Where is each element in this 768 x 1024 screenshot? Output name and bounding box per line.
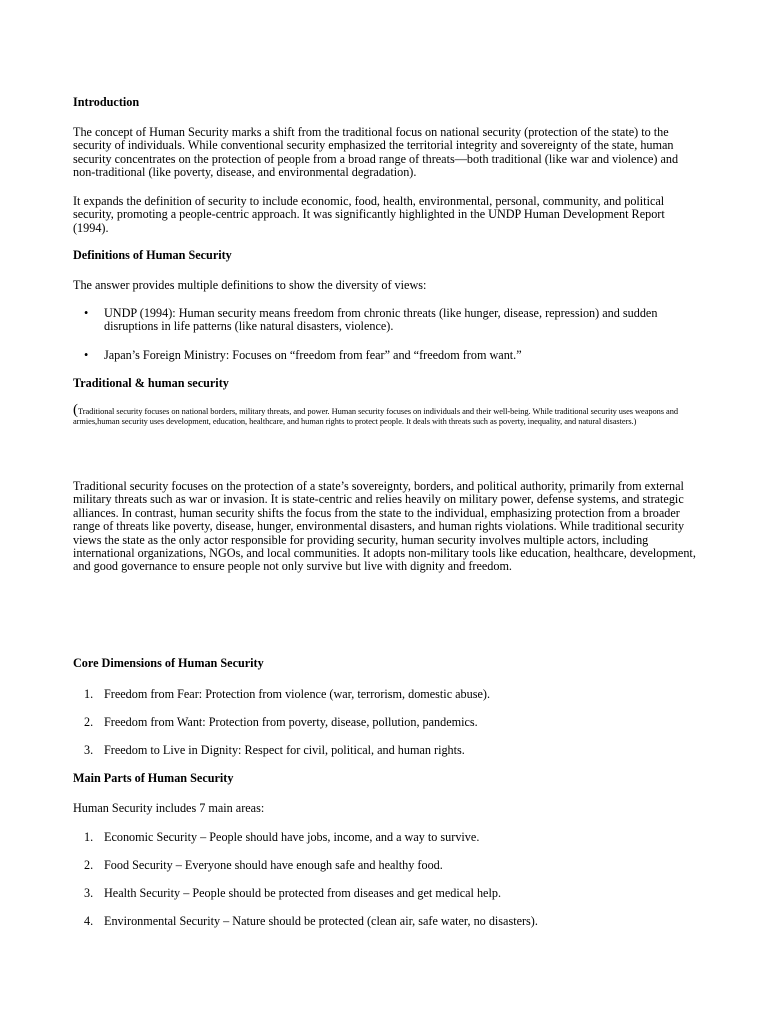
- bullet-marker: •: [84, 348, 89, 362]
- main-parts-heading: Main Parts of Human Security: [73, 771, 234, 785]
- list-number: 3.: [84, 886, 94, 900]
- introduction-heading: Introduction: [73, 95, 140, 109]
- list-number: 2.: [84, 858, 94, 872]
- core-dimensions-heading: Core Dimensions of Human Security: [73, 656, 264, 670]
- traditional-heading: Traditional & human security: [73, 376, 229, 390]
- main-parts-lead: Human Security includes 7 main areas:: [73, 801, 265, 815]
- list-number: 2.: [84, 715, 94, 729]
- introduction-paragraph-1: The concept of Human Security marks a shift from the traditional focus on national security (protection of the state) to the security of individuals. While conventional security emphasized the territorial integrity and sovereignty of the state, human security concentrates on the protection of people from a broad range of threats—both traditional (like war and violence) and non-traditional (like poverty, disease, and environmental degradation).: [73, 125, 679, 180]
- list-number: 1.: [84, 687, 94, 701]
- traditional-paragraph: Traditional security focuses on the protection of a state’s sovereignty, borders, and political authority, primarily from external military threats such as war or invasion. It is state-centric and relies heavily on military power, defense systems, and strategic alliances. In contrast, human security shifts the focus from the state to the individual, emphasizing protection from a broader range of threats like poverty, disease, hunger, environmental disasters, and human rights violations. While traditional security views the state as the only actor responsible for providing security, human security involves multiple actors, including international organizations, NGOs, and local communities. It adopts non-military tools like education, healthcare, development, and good governance to ensure people not only survive but live with dignity and freedom.: [73, 479, 696, 574]
- core-item-fear: Freedom from Fear: Protection from violence (war, terrorism, domestic abuse).: [104, 687, 491, 701]
- traditional-note: [73, 402, 693, 427]
- main-part-environmental: Environmental Security – Nature should be protected (clean air, safe water, no disasters).: [104, 914, 538, 928]
- core-item-want: Freedom from Want: Protection from poverty, disease, pollution, pandemics.: [104, 715, 478, 729]
- core-item-dignity: Freedom to Live in Dignity: Respect for civil, political, and human rights.: [104, 743, 465, 757]
- list-number: 4.: [84, 914, 94, 928]
- list-number: 3.: [84, 743, 94, 757]
- note-open-paren: (: [73, 402, 78, 418]
- bullet-marker: •: [84, 306, 89, 320]
- traditional-note-text: Traditional security focuses on national borders, military threats, and power. Human security focuses on individuals and their well-being. While traditional security uses weapons and armies,human security uses development, education, healthcare, and human rights to protect people. It deals with threats such as poverty, inequality, and natural disasters.): [73, 407, 678, 426]
- definition-item-undp: UNDP (1994): Human security means freedom from chronic threats (like hunger, disease, repression) and sudden disruptions in life patterns (like natural disasters, violence).: [104, 306, 658, 334]
- list-number: 1.: [84, 830, 94, 844]
- definitions-heading: Definitions of Human Security: [73, 248, 232, 262]
- introduction-paragraph-2: It expands the definition of security to include economic, food, health, environmental, personal, community, and political security, promoting a people-centric approach. It was significantly highlighted in the UNDP Human Development Report (1994).: [73, 194, 665, 235]
- main-part-food: Food Security – Everyone should have enough safe and healthy food.: [104, 858, 443, 872]
- definition-item-japan: Japan’s Foreign Ministry: Focuses on “freedom from fear” and “freedom from want.”: [104, 348, 522, 362]
- main-part-economic: Economic Security – People should have jobs, income, and a way to survive.: [104, 830, 480, 844]
- definitions-lead: The answer provides multiple definitions to show the diversity of views:: [73, 278, 427, 292]
- main-part-health: Health Security – People should be protected from diseases and get medical help.: [104, 886, 501, 900]
